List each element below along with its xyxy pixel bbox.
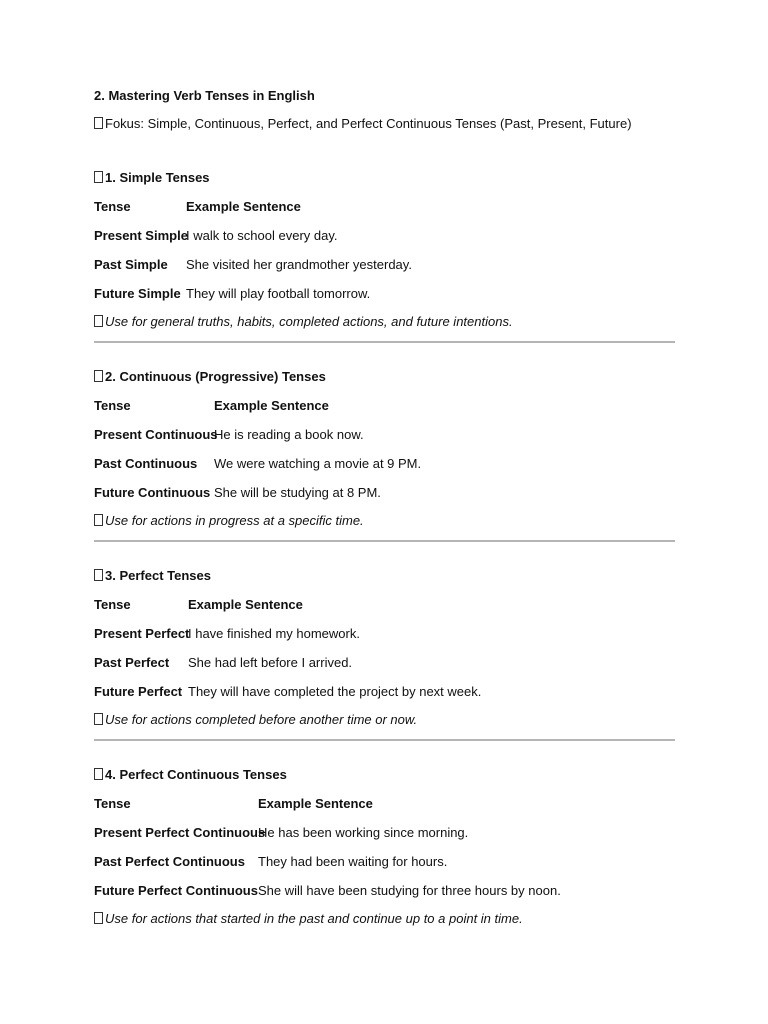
example-cell: She had left before I arrived. <box>188 655 353 670</box>
missing-glyph-icon <box>94 315 103 327</box>
tense-cell: Future Continuous <box>94 485 211 500</box>
usage-note <box>94 710 675 730</box>
table-row <box>94 682 675 702</box>
tense-cell: Future Simple <box>94 286 181 301</box>
table-row <box>94 624 675 644</box>
usage-note-text: Use for actions completed before another time or now. <box>105 712 418 727</box>
section-heading <box>94 566 675 586</box>
column-header-example: Example Sentence <box>186 199 301 214</box>
table-row <box>94 425 675 445</box>
horizontal-divider <box>94 540 675 542</box>
table-row <box>94 823 675 843</box>
section-simple-tenses <box>94 168 675 343</box>
column-header-tense: Tense <box>94 398 131 413</box>
table-row <box>94 653 675 673</box>
table-row <box>94 852 675 872</box>
column-header-tense: Tense <box>94 199 131 214</box>
example-cell: They had been waiting for hours. <box>258 854 448 869</box>
tense-cell: Past Perfect Continuous <box>94 854 245 869</box>
column-header-example: Example Sentence <box>188 597 303 612</box>
section-continuous-tenses <box>94 367 675 542</box>
section-perfect-tenses <box>94 566 675 741</box>
section-heading <box>94 765 675 785</box>
column-header-tense: Tense <box>94 597 131 612</box>
document-title: 2. Mastering Verb Tenses in English <box>94 88 315 103</box>
example-cell: They will play football tomorrow. <box>186 286 371 301</box>
usage-note-text: Use for general truths, habits, completed actions, and future intentions. <box>105 314 513 329</box>
tense-cell: Past Perfect <box>94 655 170 670</box>
tense-cell: Present Perfect <box>94 626 190 641</box>
section-heading-text: 4. Perfect Continuous Tenses <box>105 767 287 782</box>
usage-note <box>94 511 675 531</box>
tense-cell: Future Perfect Continuous <box>94 883 258 898</box>
table-header <box>94 396 675 416</box>
table-header <box>94 197 675 217</box>
missing-glyph-icon <box>94 117 103 129</box>
example-cell: She will be studying at 8 PM. <box>214 485 381 500</box>
column-header-tense: Tense <box>94 796 131 811</box>
table-header <box>94 794 675 814</box>
section-heading-text: 1. Simple Tenses <box>105 170 210 185</box>
usage-note-text: Use for actions that started in the past and continue up to a point in time. <box>105 911 523 926</box>
missing-glyph-icon <box>94 768 103 780</box>
column-header-example: Example Sentence <box>214 398 329 413</box>
example-cell: She visited her grandmother yesterday. <box>186 257 412 272</box>
horizontal-divider <box>94 341 675 343</box>
example-cell: He is reading a book now. <box>214 427 364 442</box>
usage-note <box>94 909 675 929</box>
example-cell: He has been working since morning. <box>258 825 469 840</box>
tense-cell: Past Simple <box>94 257 168 272</box>
table-row <box>94 284 675 304</box>
usage-note-text: Use for actions in progress at a specific time. <box>105 513 364 528</box>
focus-line <box>94 114 675 134</box>
table-row <box>94 483 675 503</box>
section-heading <box>94 367 675 387</box>
missing-glyph-icon <box>94 171 103 183</box>
example-cell: We were watching a movie at 9 PM. <box>214 456 422 471</box>
section-heading-text: 2. Continuous (Progressive) Tenses <box>105 369 326 384</box>
document-page <box>94 86 675 929</box>
column-header-example: Example Sentence <box>258 796 373 811</box>
example-cell: They will have completed the project by next week. <box>188 684 482 699</box>
tense-cell: Present Simple <box>94 228 188 243</box>
table-row <box>94 454 675 474</box>
missing-glyph-icon <box>94 514 103 526</box>
tense-cell: Future Perfect <box>94 684 183 699</box>
table-row <box>94 226 675 246</box>
missing-glyph-icon <box>94 569 103 581</box>
section-heading <box>94 168 675 188</box>
example-cell: She will have been studying for three hours by noon. <box>258 883 561 898</box>
missing-glyph-icon <box>94 912 103 924</box>
example-cell: I walk to school every day. <box>186 228 338 243</box>
table-row <box>94 255 675 275</box>
table-header <box>94 595 675 615</box>
tense-cell: Present Continuous <box>94 427 218 442</box>
tense-cell: Past Continuous <box>94 456 198 471</box>
tense-cell: Present Perfect Continuous <box>94 825 266 840</box>
table-row <box>94 881 675 901</box>
missing-glyph-icon <box>94 370 103 382</box>
focus-text: Fokus: Simple, Continuous, Perfect, and Perfect Continuous Tenses (Past, Present, Future) <box>105 116 632 131</box>
example-cell: I have finished my homework. <box>188 626 360 641</box>
section-perfect-continuous-tenses <box>94 765 675 929</box>
horizontal-divider <box>94 739 675 741</box>
missing-glyph-icon <box>94 713 103 725</box>
section-heading-text: 3. Perfect Tenses <box>105 568 211 583</box>
usage-note <box>94 312 675 332</box>
